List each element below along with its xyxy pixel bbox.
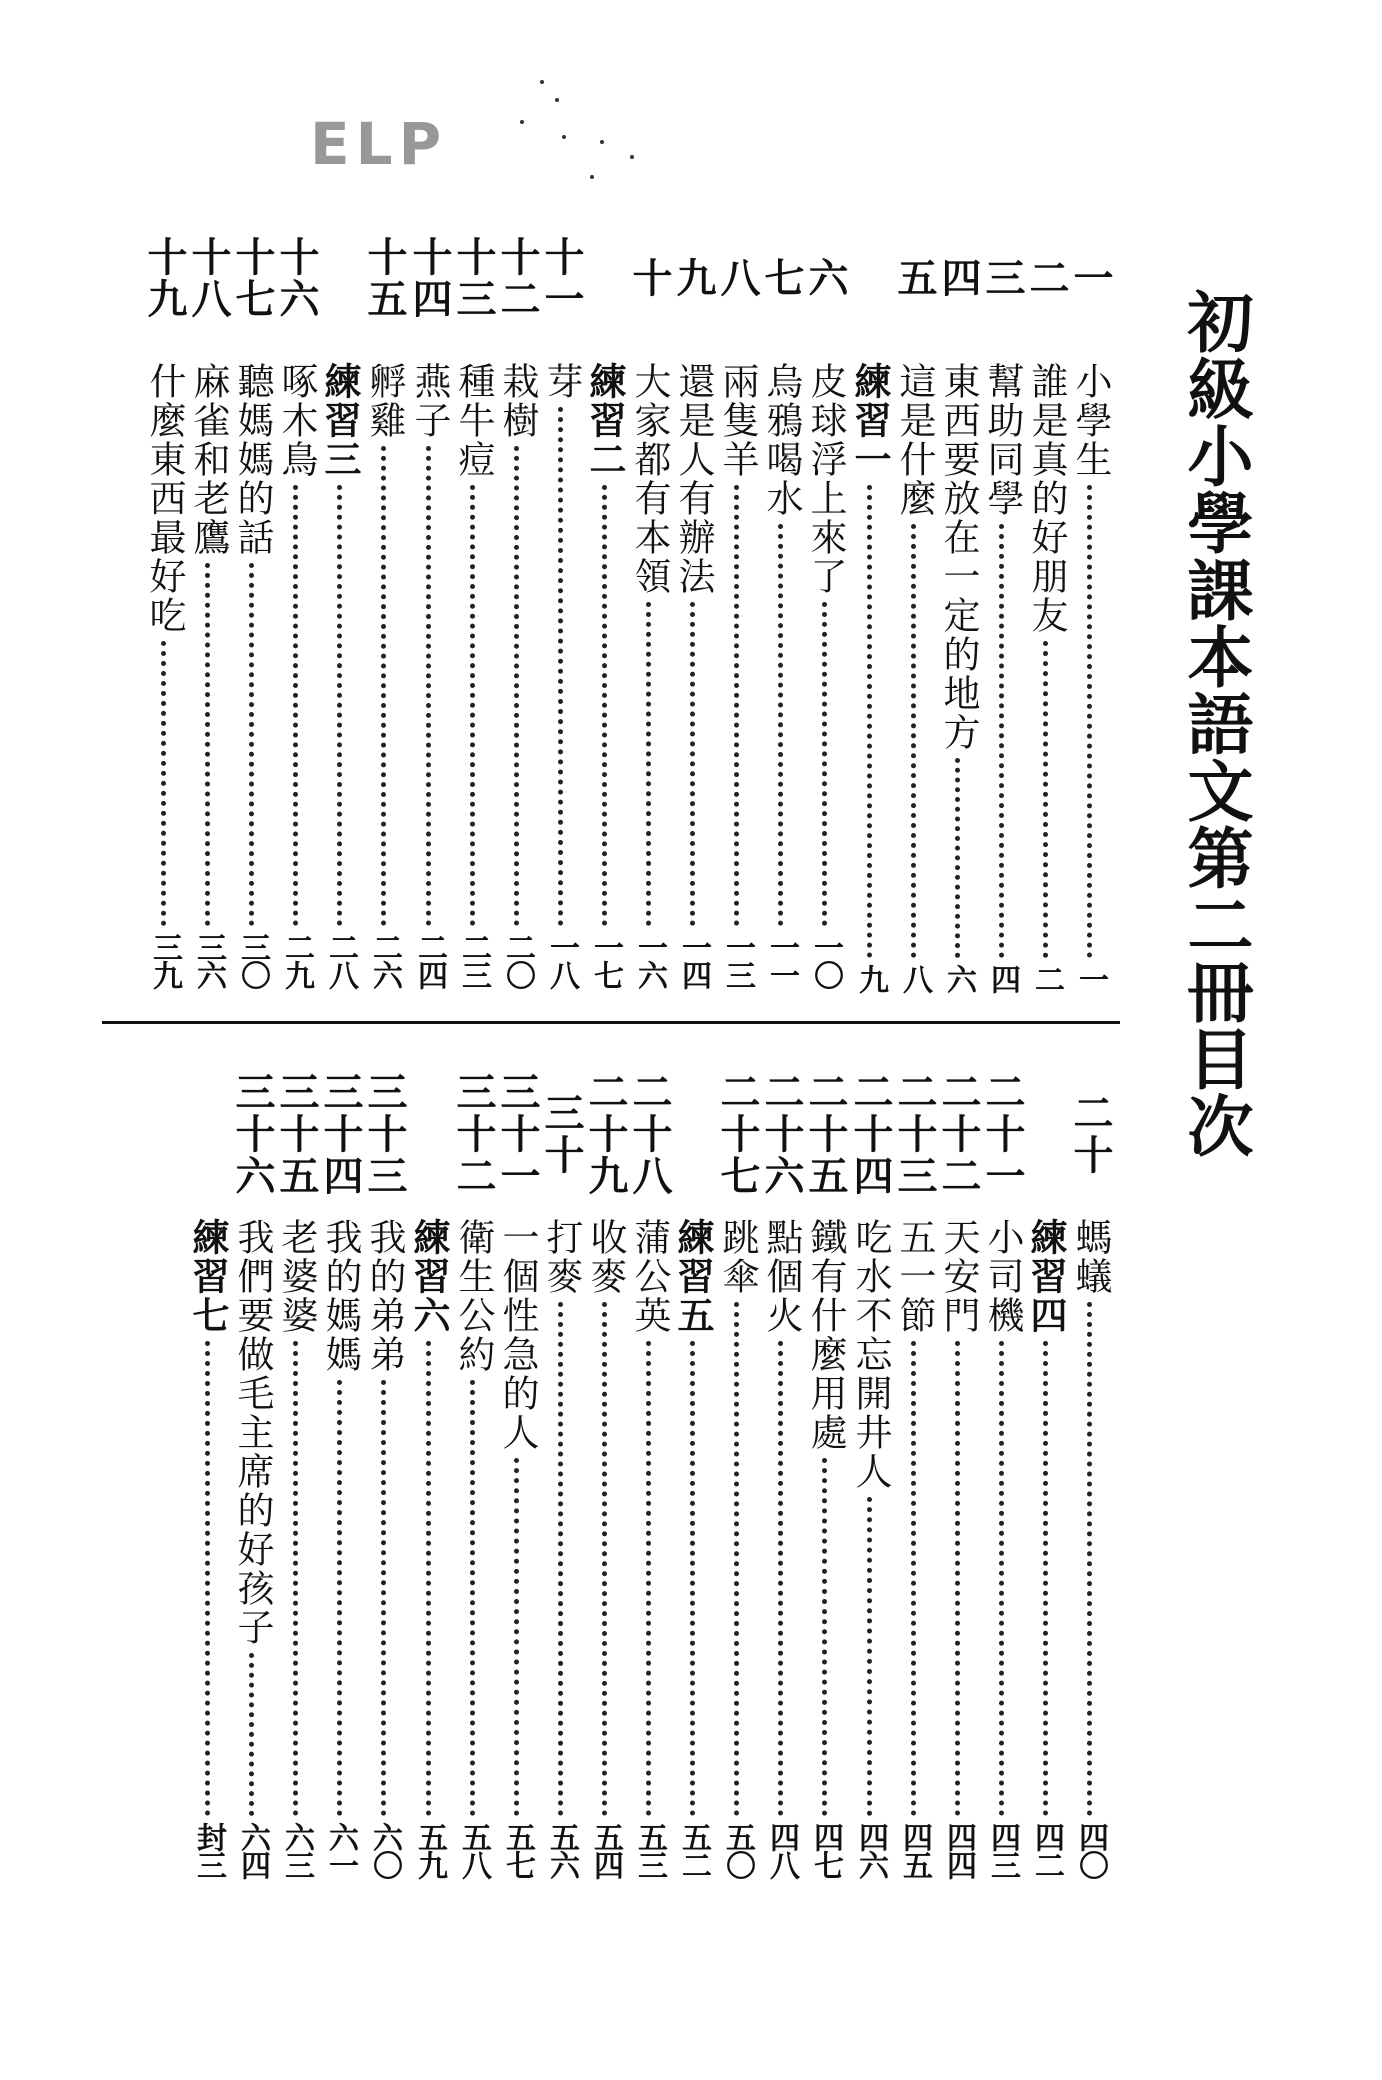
- leader-dots: [822, 602, 827, 926]
- page-number: 四五: [897, 1822, 932, 1878]
- toc-entry: [493, 1068, 541, 1892]
- toc-entry: [625, 212, 673, 1002]
- lesson-number: 三十一: [494, 1071, 541, 1197]
- toc-entry: [1066, 1068, 1114, 1892]
- lesson-number: 十四: [406, 236, 453, 320]
- toc-entry-inner: [978, 212, 1026, 1002]
- leader-dots: [205, 563, 210, 926]
- toc-entry: [316, 1068, 364, 1892]
- leader-dots: [293, 1341, 298, 1816]
- page-number: 封三: [191, 1822, 226, 1878]
- practice-title: 練習一: [848, 362, 892, 479]
- toc-practice-entry: [846, 212, 894, 1002]
- lesson-title: 老婆婆: [275, 1218, 318, 1335]
- toc-entry-inner: [581, 1068, 629, 1892]
- leader-dots: [690, 602, 695, 926]
- toc-entry: [757, 1068, 805, 1892]
- page-number: 九: [853, 964, 888, 992]
- lesson-number: 三十六: [229, 1071, 276, 1197]
- page-number: 四三: [985, 1822, 1020, 1878]
- lesson-number: 三十三: [361, 1071, 408, 1197]
- toc-entry: [184, 212, 232, 1002]
- lesson-title: 吃水不忘開井人: [849, 1218, 892, 1491]
- leader-dots: [734, 485, 739, 926]
- page-number: 一〇: [808, 932, 843, 988]
- toc-practice-entry: [581, 212, 629, 1002]
- page-number: 四〇: [1073, 1822, 1108, 1878]
- leader-dots: [426, 446, 431, 926]
- lesson-title: 東西要放在一定的地方: [937, 362, 980, 752]
- toc-entry-inner: [890, 212, 938, 1002]
- speck: [562, 135, 566, 139]
- speck: [590, 175, 594, 179]
- lesson-number: 十二: [494, 236, 541, 320]
- lesson-number: 十六: [273, 236, 320, 320]
- leader-dots: [249, 563, 254, 926]
- toc-entry-inner: [801, 1068, 849, 1892]
- page-number: 四四: [941, 1822, 976, 1878]
- toc-entry: [934, 212, 982, 1002]
- toc-entry-inner: [184, 212, 232, 1002]
- toc-entry-inner: [757, 212, 805, 1002]
- toc-entry-inner: [669, 212, 717, 1002]
- toc-practice-entry: [184, 1068, 232, 1892]
- practice-title: 練習六: [407, 1218, 451, 1335]
- section-divider: [102, 1021, 1120, 1024]
- lesson-number: [581, 212, 629, 344]
- leader-dots: [1087, 1302, 1092, 1816]
- toc-entry-inner: [846, 1068, 894, 1892]
- lesson-title: 麻雀和老鷹: [187, 362, 230, 557]
- lesson-title: 小司機: [981, 1218, 1024, 1335]
- lesson-title: 皮球浮上來了: [804, 362, 847, 596]
- leader-dots: [205, 1341, 210, 1816]
- leader-dots: [337, 1380, 342, 1816]
- lesson-number: 二十六: [758, 1071, 805, 1197]
- lesson-title: 誰是真的好朋友: [1025, 362, 1068, 635]
- lesson-title: 螞蟻: [1069, 1218, 1112, 1296]
- lesson-number: 三十: [538, 1092, 585, 1176]
- lesson-number: 二十: [1067, 1092, 1114, 1176]
- leader-dots: [778, 1341, 783, 1816]
- toc-entry-inner: [801, 212, 849, 1002]
- leader-dots: [1043, 1341, 1048, 1816]
- lesson-number: 三十二: [450, 1071, 497, 1197]
- lesson-title: 五一節: [893, 1218, 936, 1335]
- leader-dots: [514, 1458, 519, 1816]
- speck: [520, 120, 524, 124]
- leader-dots: [646, 1341, 651, 1816]
- leader-dots: [249, 1653, 254, 1816]
- leader-dots: [999, 1341, 1004, 1816]
- leader-dots: [999, 524, 1004, 958]
- lesson-number: 十五: [361, 236, 408, 320]
- toc-entry-inner: [184, 1068, 232, 1892]
- toc-entry: [669, 212, 717, 1002]
- speck: [540, 80, 544, 84]
- toc-entry: [449, 1068, 497, 1892]
- lesson-title: 還是人有辦法: [672, 362, 715, 596]
- leader-dots: [426, 1341, 431, 1816]
- leader-dots: [822, 1458, 827, 1816]
- toc-entry-inner: [405, 1068, 453, 1892]
- leader-dots: [911, 524, 916, 958]
- toc-entry: [537, 212, 585, 1002]
- page-number: 一七: [588, 932, 623, 988]
- toc-entry-inner: [757, 1068, 805, 1892]
- page-number: 一八: [544, 932, 579, 988]
- lesson-title: 小學生: [1069, 362, 1112, 479]
- toc-entry-inner: [625, 212, 673, 1002]
- toc-entry-inner: [625, 1068, 673, 1892]
- lesson-title: 點個火: [760, 1218, 803, 1335]
- lesson-number: 二十九: [582, 1071, 629, 1197]
- page-number: 三九: [147, 932, 182, 988]
- leader-dots: [381, 446, 386, 926]
- toc-entry-inner: [140, 212, 188, 1002]
- toc-entry: [978, 1068, 1026, 1892]
- page-number: 八: [897, 964, 932, 992]
- lesson-title: 天安門: [937, 1218, 980, 1335]
- lesson-title: 鐵有什麼用處: [804, 1218, 847, 1452]
- lesson-title: 啄木鳥: [275, 362, 318, 479]
- practice-title: 練習四: [1024, 1218, 1068, 1335]
- lesson-number: 三: [979, 257, 1026, 299]
- toc-entry-inner: [493, 212, 541, 1002]
- toc-entry: [272, 212, 320, 1002]
- lesson-number: 九: [670, 257, 717, 299]
- toc-entry: [846, 1068, 894, 1892]
- practice-title: 練習五: [671, 1218, 715, 1335]
- practice-title: 練習三: [318, 362, 362, 479]
- toc-entry-inner: [449, 212, 497, 1002]
- toc-entry-inner: [1066, 212, 1114, 1002]
- toc-entry: [890, 1068, 938, 1892]
- lesson-number: 二十三: [891, 1071, 938, 1197]
- lesson-number: [669, 1068, 717, 1200]
- leader-dots: [778, 524, 783, 926]
- toc-entry: [581, 1068, 629, 1892]
- page-number: 一四: [676, 932, 711, 988]
- lesson-title: 這是什麼: [893, 362, 936, 518]
- leader-dots: [690, 1341, 695, 1816]
- lesson-number: [405, 1068, 453, 1200]
- leader-dots: [514, 446, 519, 926]
- toc-entry-inner: [405, 212, 453, 1002]
- lesson-title: 收麥: [584, 1218, 627, 1296]
- toc-entry-inner: [316, 212, 364, 1002]
- lesson-number: 十九: [141, 236, 188, 320]
- page-number: 五七: [500, 1822, 535, 1878]
- toc-entry-inner: [713, 1068, 761, 1892]
- lesson-number: 二十一: [979, 1071, 1026, 1197]
- page-number: 六三: [279, 1822, 314, 1878]
- page-number: 四七: [808, 1822, 843, 1878]
- page-number: 二〇: [500, 932, 535, 988]
- page-number: 四六: [853, 1822, 888, 1878]
- toc-entry-inner: [272, 1068, 320, 1892]
- toc-entry: [360, 212, 408, 1002]
- toc-entry-inner: [537, 1068, 585, 1892]
- lesson-number: 一: [1067, 257, 1114, 299]
- lesson-title: 衛生公約: [452, 1218, 495, 1374]
- practice-title: 練習二: [583, 362, 627, 479]
- leader-dots: [293, 485, 298, 926]
- lesson-number: 三十四: [317, 1071, 364, 1197]
- toc-practice-entry: [316, 212, 364, 1002]
- toc-entry: [890, 212, 938, 1002]
- toc-entry-inner: [934, 1068, 982, 1892]
- lesson-title: 我的媽媽: [319, 1218, 362, 1374]
- lesson-number: [316, 212, 364, 344]
- lesson-number: 十一: [538, 236, 585, 320]
- toc-entry: [713, 1068, 761, 1892]
- toc-entry-inner: [537, 212, 585, 1002]
- lesson-title: 跳傘: [716, 1218, 759, 1296]
- toc-entry: [360, 1068, 408, 1892]
- leader-dots: [470, 1380, 475, 1816]
- lesson-number: 四: [935, 257, 982, 299]
- lesson-title: 烏鴉喝水: [760, 362, 803, 518]
- page-number: 五二: [676, 1822, 711, 1878]
- toc-entry-inner: [713, 212, 761, 1002]
- page-number: 一三: [720, 932, 755, 988]
- lesson-title: 聽媽媽的話: [231, 362, 274, 557]
- leader-dots: [1087, 485, 1092, 958]
- lesson-title: 我們要做毛主席的好孩子: [231, 1218, 274, 1647]
- toc-entry: [757, 212, 805, 1002]
- page-number: 五九: [412, 1822, 447, 1878]
- speck: [600, 140, 604, 144]
- toc-entry: [228, 212, 276, 1002]
- toc-entry: [801, 212, 849, 1002]
- toc-entry: [978, 212, 1026, 1002]
- page-number: 三六: [191, 932, 226, 988]
- lesson-title: 孵雞: [363, 362, 406, 440]
- lesson-number: [846, 212, 894, 344]
- lesson-number: 二十四: [847, 1071, 894, 1197]
- stamp-text: ELP: [310, 110, 448, 178]
- leader-dots: [646, 602, 651, 926]
- lesson-title: 大家都有本領: [628, 362, 671, 596]
- leader-dots: [558, 1302, 563, 1816]
- toc-entry-inner: [669, 1068, 717, 1892]
- lesson-number: 二十二: [935, 1071, 982, 1197]
- toc-entry: [449, 212, 497, 1002]
- leader-dots: [867, 1497, 872, 1816]
- lesson-title: 打麥: [540, 1218, 583, 1296]
- toc-entry-inner: [581, 212, 629, 1002]
- lesson-number: 五: [891, 257, 938, 299]
- lesson-number: [184, 1068, 232, 1200]
- toc-entry-inner: [228, 212, 276, 1002]
- leader-dots: [161, 641, 166, 926]
- page-number: 二九: [279, 932, 314, 988]
- toc-entry-inner: [360, 1068, 408, 1892]
- leader-dots: [867, 485, 872, 958]
- lesson-number: 六: [802, 257, 849, 299]
- toc-entry-inner: [316, 1068, 364, 1892]
- leader-dots: [470, 485, 475, 926]
- lesson-number: 二十五: [802, 1071, 849, 1197]
- page-number: 五三: [632, 1822, 667, 1878]
- toc-entry: [140, 212, 188, 1002]
- lesson-title: 芽: [540, 362, 583, 401]
- lesson-title: 栽樹: [496, 362, 539, 440]
- practice-title: 練習七: [186, 1218, 230, 1335]
- toc-entry: [405, 212, 453, 1002]
- lesson-number: 十三: [450, 236, 497, 320]
- toc-entry-inner: [846, 212, 894, 1002]
- leader-dots: [337, 485, 342, 926]
- lesson-number: 十八: [185, 236, 232, 320]
- leader-dots: [955, 758, 960, 958]
- lesson-title: 什麼東西最好吃: [143, 362, 186, 635]
- lesson-number: 二十八: [626, 1071, 673, 1197]
- page-number: 二三: [456, 932, 491, 988]
- leader-dots: [381, 1380, 386, 1816]
- library-stamp: [300, 80, 660, 190]
- toc-practice-entry: [1022, 1068, 1070, 1892]
- toc-entry: [537, 1068, 585, 1892]
- toc-entry: [272, 1068, 320, 1892]
- leader-dots: [602, 1302, 607, 1816]
- toc-entry: [625, 1068, 673, 1892]
- toc-entry-inner: [934, 212, 982, 1002]
- page-number: 三〇: [235, 932, 270, 988]
- page-number: 一六: [632, 932, 667, 988]
- toc-entry-inner: [978, 1068, 1026, 1892]
- leader-dots: [1043, 641, 1048, 958]
- toc-entry-inner: [890, 1068, 938, 1892]
- page-number: 二六: [367, 932, 402, 988]
- toc-entry-inner: [1022, 1068, 1070, 1892]
- toc-entry: [801, 1068, 849, 1892]
- toc-entry: [1066, 212, 1114, 1002]
- toc-entry: [713, 212, 761, 1002]
- lesson-number: 二: [1023, 257, 1070, 299]
- toc-entry: [934, 1068, 982, 1892]
- toc-entry-inner: [449, 1068, 497, 1892]
- page-number: 四二: [1029, 1822, 1064, 1878]
- toc-entry: [228, 1068, 276, 1892]
- lesson-title: 幫助同學: [981, 362, 1024, 518]
- page-number: 五〇: [720, 1822, 755, 1878]
- page-number: 二四: [412, 932, 447, 988]
- page-title: 初級小學課本語文第二冊目次: [1176, 288, 1254, 1159]
- lesson-title: 種牛痘: [452, 362, 495, 479]
- toc-entry-inner: [228, 1068, 276, 1892]
- page-number: 五八: [456, 1822, 491, 1878]
- lesson-title: 蒲公英: [628, 1218, 671, 1335]
- page-number: 六: [941, 964, 976, 992]
- page-number: 二: [1029, 964, 1064, 992]
- toc-entry: [1022, 212, 1070, 1002]
- leader-dots: [558, 407, 563, 926]
- page-number: 六一: [323, 1822, 358, 1878]
- lesson-number: 十七: [229, 236, 276, 320]
- page-number: 一一: [764, 932, 799, 988]
- toc-practice-entry: [669, 1068, 717, 1892]
- lesson-title: 燕子: [408, 362, 451, 440]
- speck: [630, 155, 634, 159]
- speck: [555, 98, 559, 102]
- toc-entry-inner: [1066, 1068, 1114, 1892]
- toc-entry-inner: [1022, 212, 1070, 1002]
- lesson-number: 八: [714, 257, 761, 299]
- page-number: 六四: [235, 1822, 270, 1878]
- lesson-title: 一個性急的人: [496, 1218, 539, 1452]
- page-number: 六〇: [367, 1822, 402, 1878]
- leader-dots: [734, 1302, 739, 1816]
- toc-entry: [493, 212, 541, 1002]
- lesson-title: 兩隻羊: [716, 362, 759, 479]
- lesson-number: [1022, 1068, 1070, 1200]
- page-number: 一: [1073, 964, 1108, 992]
- lesson-number: 十: [626, 257, 673, 299]
- toc-entry-inner: [493, 1068, 541, 1892]
- page-number: 五四: [588, 1822, 623, 1878]
- lesson-number: 三十五: [273, 1071, 320, 1197]
- page-number: 五六: [544, 1822, 579, 1878]
- toc-entry-inner: [272, 212, 320, 1002]
- toc-entry-inner: [360, 212, 408, 1002]
- page-number: 二八: [323, 932, 358, 988]
- leader-dots: [911, 1341, 916, 1816]
- page-number: 四八: [764, 1822, 799, 1878]
- toc-practice-entry: [405, 1068, 453, 1892]
- lesson-number: 二十七: [714, 1071, 761, 1197]
- leader-dots: [955, 1341, 960, 1816]
- lesson-number: 七: [758, 257, 805, 299]
- lesson-title: 我的弟弟: [363, 1218, 406, 1374]
- page-number: 四: [985, 964, 1020, 992]
- leader-dots: [602, 485, 607, 926]
